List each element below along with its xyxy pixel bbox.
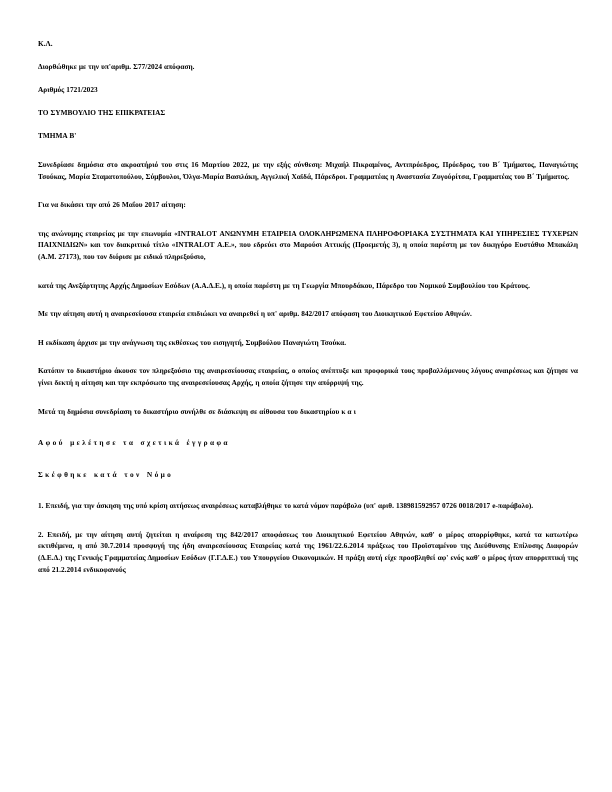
clerk-initials: Κ.Λ. bbox=[38, 39, 53, 48]
petition-intro: Για να δικάσει την από 26 Μαΐου 2017 αίτηση: bbox=[38, 200, 186, 210]
court-title: ΤΟ ΣΥΜΒΟΥΛΙΟ ΤΗΣ ΕΠΙΚΡΑΤΕΙΑΣ bbox=[38, 108, 166, 118]
deliberation-note: Μετά τη δημόσια συνεδρίαση το δικαστήριο συνήλθε σε διάσκεψη σε αίθουσα του δικαστηρίου κ α ι bbox=[38, 406, 356, 416]
applicant-party: της ανώνυμης εταιρείας με την επωνυμία «INTRALOT ΑΝΩΝΥΜΗ ΕΤΑΙΡΕΙΑ ΟΛΟΚΛΗΡΩΜΕΝΑ ΠΛΗΡΟΦΟΡΙΑΚΑ ΣΥΣΤΗΜΑΤΑ ΚΑΙ ΥΠΗΡΕΣΙΕΣ ΤΥΧΕΡΩΝ ΠΑΙΧΝΙΔΙΩΝ» και τον διακριτικό τίτλο «INTRALOT Α.Ε.», που εδρεύει στο Μαρούσι Αττικής (Προεμετής 3), η οποία παρέστη με τον δικηγόρο Ευστάθιο Μπακάλη (Α.Μ. 27173), που τον διόρισε με ειδικό πληρεξούσιο, bbox=[38, 228, 578, 261]
legal-paragraph-1: 1. Επειδή, για την άσκηση της υπό κρίση αιτήσεως αναιρέσεως καταβλήθηκε το κατά νόμον παράβολο (υπ' αριθ. 138981592957 0726 0018/2017 e-παράβολο). bbox=[38, 501, 534, 511]
correction-note: Διορθώθηκε με την υπ'αριθμ. Σ77/2024 απόφαση. bbox=[38, 62, 195, 72]
hearing-start: Η εκδίκαση άρχισε με την ανάγνωση της εκθέσεως του εισηγητή, Συμβούλου Παναγιώτη Τσούκα. bbox=[38, 337, 347, 347]
decision-number: Αριθμός 1721/2023 bbox=[38, 85, 98, 95]
legal-paragraph-2: 2. Επειδή, με την αίτηση αυτή ζητείται η αναίρεση της 842/2017 αποφάσεως του Διοικητικού Εφετείου Αθηνών, καθ' ο μέρος απορρίφθηκε, κατά τα κατωτέρω εκτιθέμενα, η από 30.7.2014 προσφυγή της ήδη αναιρεσείουσας Εταιρείας κατά της 1961/22.6.2014 πράξεως του Προϊσταμένου της Διεύθυνσης Επίλυσης Διαφορών (Δ.Ε.Δ.) της Γενικής Γραμματείας Δημοσίων Εσόδων (Γ.Γ.Δ.Ε.) του Υπουργείου Οικονομικών. Η πράξη αυτή είχε προσβληθεί αφ' ενός καθ' ο μέρος ήταν απορριπτική της από 21.2.2014 ενδικοφανούς bbox=[38, 529, 578, 574]
hearing-arguments: Κατόπιν το δικαστήριο άκουσε τον πληρεξούσιο της αναιρεσείουσας εταιρείας, ο οποίος ανέπτυξε και προφορικά τους προβαλλόμενους λόγους αναιρέσεως και ζήτησε να γίνει δεκτή η αίτηση και την εκπρόσωπο της αναιρεσείουσας Αρχής, η οποία ζήτησε την απόρριψή της. bbox=[38, 366, 578, 387]
heading-legal-reasoning: Σκέφθηκε κατά τον Νόμο bbox=[38, 469, 174, 479]
chamber-section: ΤΜΗΜΑ Β' bbox=[38, 131, 77, 141]
document-body bbox=[38, 38, 578, 587]
petition-object: Με την αίτηση αυτή η αναιρεσείουσα εταιρεία επιδιώκει να αναιρεθεί η υπ' αριθμ. 842/2017 απόφαση του Διοικητικού Εφετείου Αθηνών. bbox=[38, 309, 472, 319]
bench-composition: Συνεδρίασε δημόσια στο ακροατήριό του στις 16 Μαρτίου 2022, με την εξής σύνθεση: Μιχαήλ Πικραμένος, Αντιπρόεδρος, Πρόεδρος, του Β΄ Τμήματος, Παναγιώτης Τσούκας, Μαρία Σταματοπούλου, Σύμβουλοι, Όλγα-Μαρία Βασιλάκη, Αγγελική Χαϊδά, Πάρεδροι. Γραμματέας η Αναστασία Ζυγούρίτσα, Γραμματέας του Β΄ Τμήματος. bbox=[38, 159, 578, 181]
heading-documents-reviewed: Αφού μελέτησε τα σχετικά έγγραφα bbox=[38, 438, 230, 448]
respondent-party: κατά της Ανεξάρτητης Αρχής Δημοσίων Εσόδων (Α.Α.Δ.Ε.), η οποία παρέστη με τη Γεωργία Μπουρδάκου, Πάρεδρο του Νομικού Συμβουλίου του Κράτους. bbox=[38, 280, 530, 290]
